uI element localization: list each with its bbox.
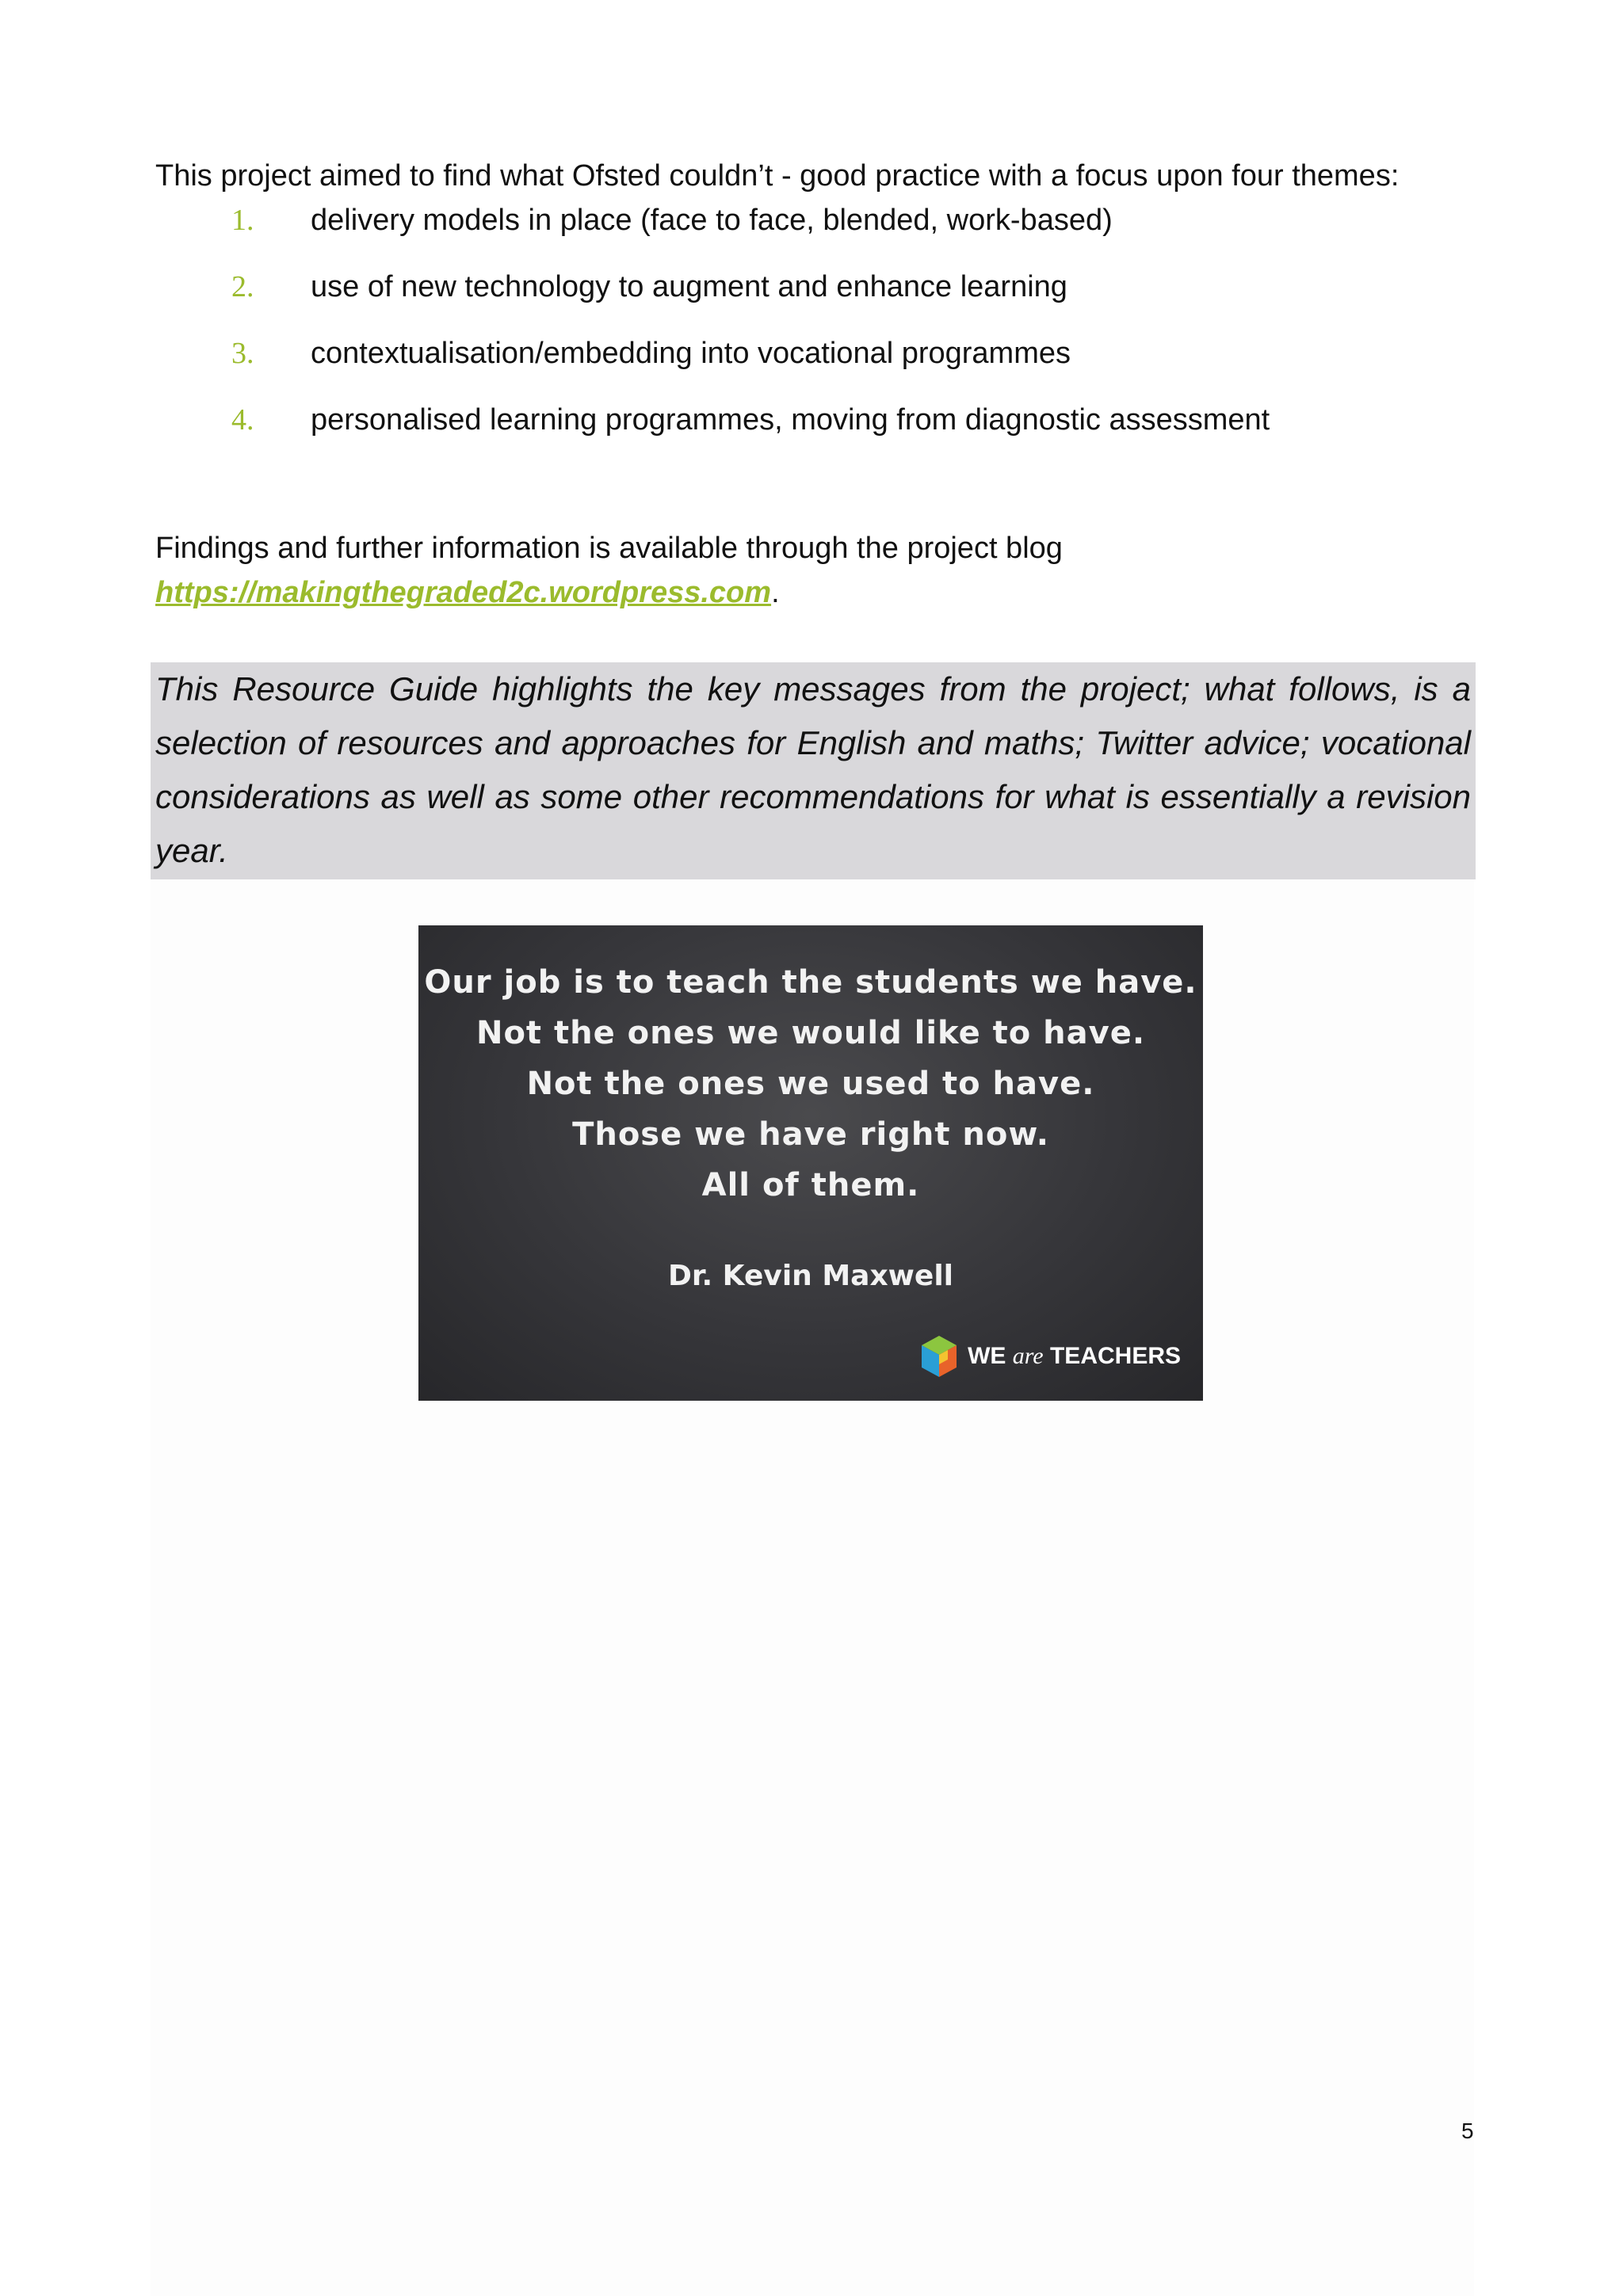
highlight-box <box>151 662 1476 879</box>
list-item <box>0 333 1623 399</box>
list-number: 3. <box>231 337 254 370</box>
quote-line: All of them. <box>701 1167 920 1203</box>
quote-line: Those we have right now. <box>572 1116 1049 1153</box>
findings-period: . <box>771 576 780 609</box>
cube-logo-icon <box>918 1333 960 1380</box>
brand-teachers: TEACHERS <box>1049 1343 1181 1369</box>
quote-author: Dr. Kevin Maxwell <box>667 1260 954 1292</box>
brand-we: WE <box>968 1343 1006 1369</box>
quote-line: Not the ones we used to have. <box>526 1066 1095 1102</box>
findings-paragraph <box>155 526 1503 615</box>
list-number: 1. <box>231 204 254 237</box>
project-blog-link[interactable]: https://makingthegraded2c.wordpress.com <box>155 576 772 609</box>
quote-text <box>418 957 1203 1211</box>
page-number: 5 <box>1461 2119 1474 2143</box>
list-text: use of new technology to augment and enhance learning <box>311 270 1067 303</box>
quote-line: Not the ones we would like to have. <box>475 1015 1146 1051</box>
list-item <box>0 200 1623 266</box>
quote-image <box>418 925 1203 1401</box>
list-text: personalised learning programmes, moving from diagnostic assessment <box>311 403 1270 437</box>
list-item <box>0 266 1623 333</box>
list-number: 4. <box>231 403 254 437</box>
findings-link-line <box>155 570 1503 615</box>
findings-text: Findings and further information is available through the project blog <box>155 532 1063 565</box>
brand-wordmark <box>968 1343 1181 1370</box>
list-number: 2. <box>231 270 254 303</box>
list-text: delivery models in place (face to face, blended, work-based) <box>311 204 1113 237</box>
list-item <box>0 399 1623 466</box>
list-text: contextualisation/embedding into vocational programmes <box>311 337 1071 370</box>
intro-paragraph: This project aimed to find what Ofsted couldn’t - good practice with a focus upon four themes: <box>155 159 1400 193</box>
brand-logo <box>918 1333 1181 1380</box>
brand-are: are <box>1012 1343 1044 1369</box>
quote-line: Our job is to teach the students we have. <box>424 964 1197 1001</box>
themes-list <box>0 200 1623 466</box>
highlight-text: This Resource Guide highlights the key messages from the project; what follows, is a selection of resources and approaches for English and maths; Twitter advice; vocational considerations as well as some other recommendations for what is essentially a revision year. <box>155 670 1471 869</box>
